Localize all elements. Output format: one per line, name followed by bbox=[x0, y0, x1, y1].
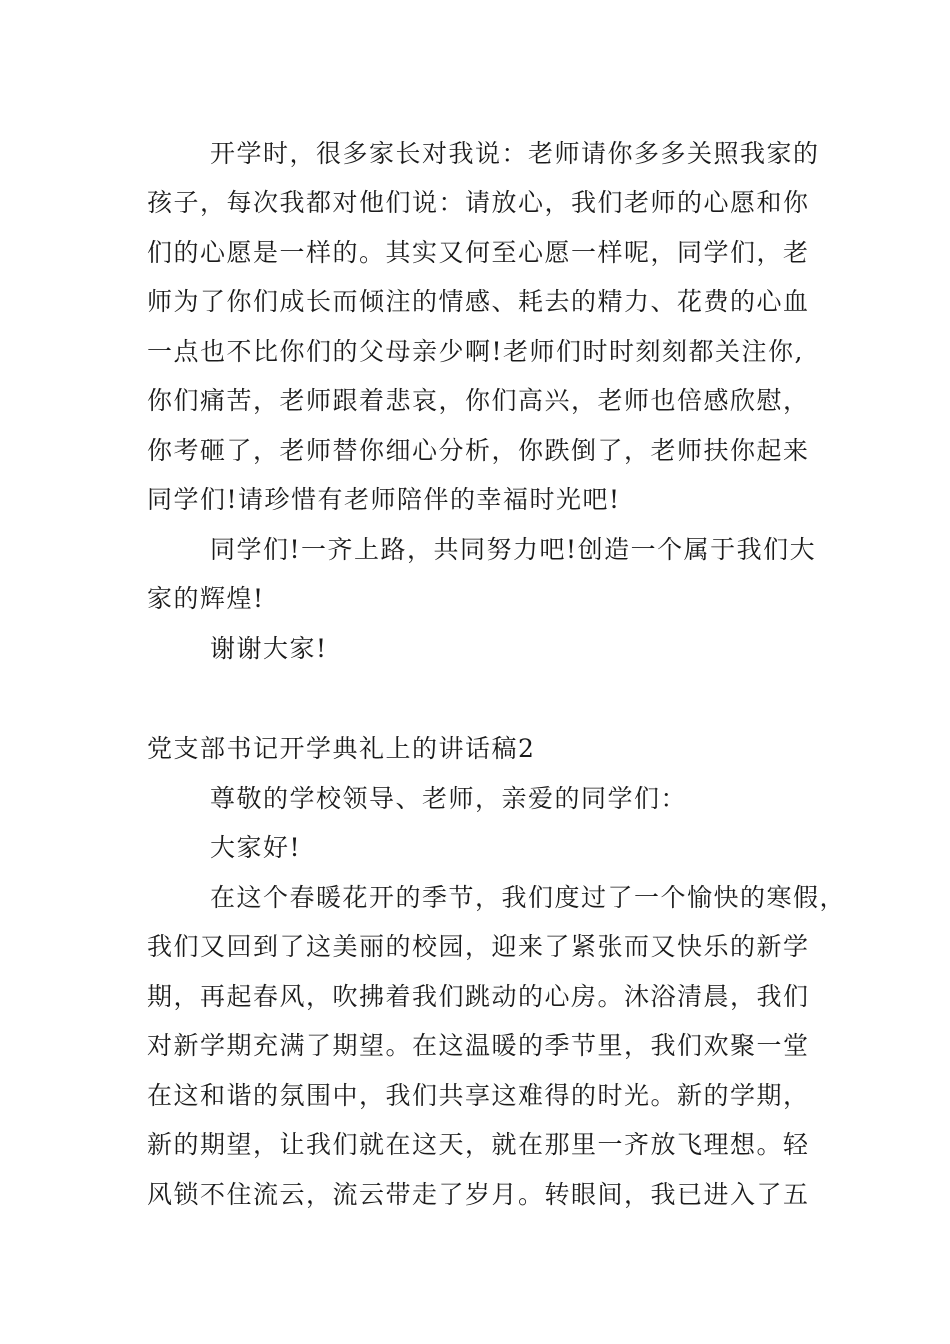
paragraph-line: 我们又回到了这美丽的校园，迎来了紧张而又快乐的新学 bbox=[147, 932, 810, 961]
paragraph-line: 你们痛苦，老师跟着悲哀，你们高兴，老师也倍感欣慰， bbox=[147, 386, 810, 415]
paragraph-line: 同学们!一齐上路，共同努力吧!创造一个属于我们大 bbox=[210, 535, 817, 564]
closing-line: 谢谢大家! bbox=[210, 634, 328, 663]
paragraph-line: 期，再起春风，吹拂着我们跳动的心房。沐浴清晨，我们 bbox=[147, 982, 810, 1011]
paragraph-line: 师为了你们成长而倾注的情感、耗去的精力、花费的心血 bbox=[147, 287, 810, 316]
paragraph-line: 风锁不住流云，流云带走了岁月。转眼间，我已进入了五 bbox=[147, 1180, 810, 1209]
paragraph-line: 开学时，很多家长对我说：老师请你多多关照我家的 bbox=[210, 139, 820, 168]
section-title: 党支部书记开学典礼上的讲话稿2 bbox=[147, 734, 536, 763]
paragraph-line: 你考砸了，老师替你细心分析，你跌倒了，老师扶你起来 bbox=[147, 436, 810, 465]
paragraph-line: 家的辉煌! bbox=[147, 584, 265, 613]
paragraph-line: 同学们!请珍惜有老师陪伴的幸福时光吧! bbox=[147, 485, 621, 514]
greeting-line: 大家好! bbox=[210, 833, 302, 862]
salutation-line: 尊敬的学校领导、老师，亲爱的同学们： bbox=[210, 784, 688, 813]
paragraph-line: 一点也不比你们的父母亲少啊!老师们时时刻刻都关注你, bbox=[147, 337, 804, 366]
paragraph-line: 们的心愿是一样的。其实又何至心愿一样呢，同学们，老 bbox=[147, 238, 810, 267]
paragraph-line: 孩子，每次我都对他们说：请放心，我们老师的心愿和你 bbox=[147, 188, 810, 217]
paragraph-line: 对新学期充满了期望。在这温暖的季节里，我们欢聚一堂 bbox=[147, 1031, 810, 1060]
paragraph-line: 在这个春暖花开的季节，我们度过了一个愉快的寒假， bbox=[210, 883, 847, 912]
paragraph-line: 新的期望，让我们就在这天，就在那里一齐放飞理想。轻 bbox=[147, 1130, 810, 1159]
paragraph-line: 在这和谐的氛围中，我们共享这难得的时光。新的学期， bbox=[147, 1081, 810, 1110]
